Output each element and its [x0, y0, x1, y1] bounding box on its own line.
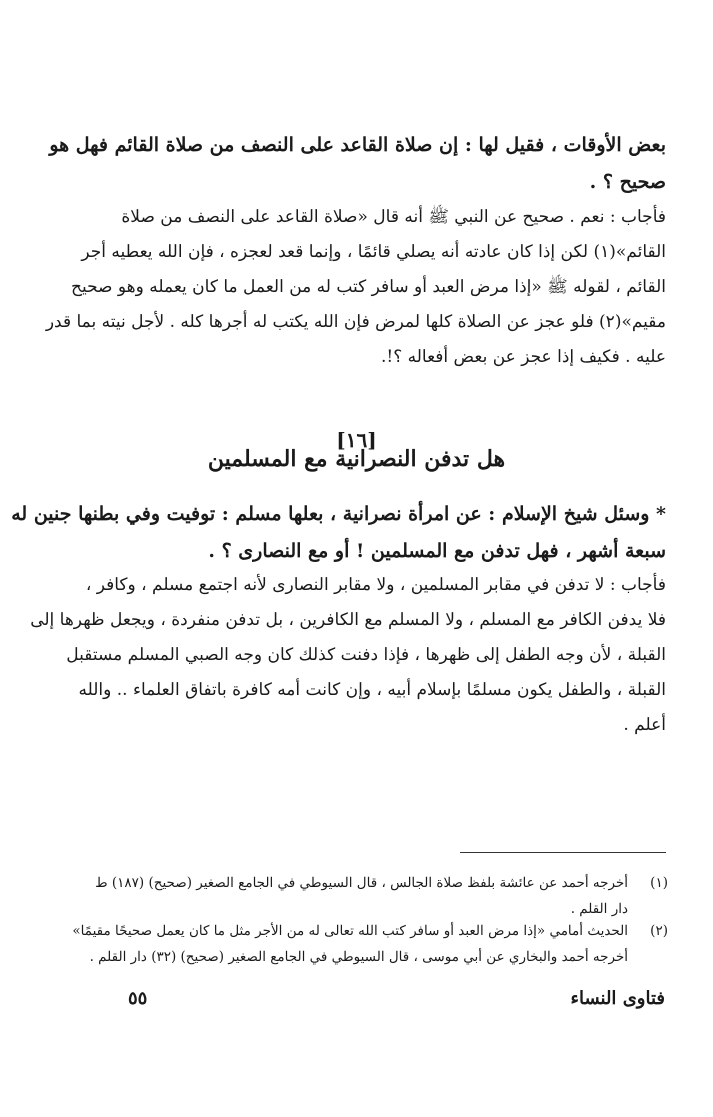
answer-1-line: القائم»(١) لكن إذا كان عادته أنه يصلي قائمًا ، وإنما قعد لعجزه ، فإن الله يعطيه أجر: [81, 242, 666, 262]
answer-1-line: القائم ، لقوله ﷺ «إذا مرض العبد أو سافر كتب له من العمل ما كان يعمله وهو صحيح: [70, 277, 666, 297]
footnote-1-number: (١): [650, 875, 668, 891]
footnote-1: [95, 870, 668, 922]
question-2: [11, 496, 666, 570]
question-2-line: * وسئل شيخ الإسلام : عن امرأة نصرانية ، بعلها مسلم : توفيت وفي بطنها جنين له: [11, 503, 666, 525]
answer-2: [30, 568, 666, 743]
page-number: ٥٥: [128, 988, 148, 1009]
answer-1-line: عليه . فكيف إذا عجز عن بعض أفعاله ؟!.: [380, 347, 666, 367]
footnote-2-line: أخرجه أحمد والبخاري عن أبي موسى ، قال السيوطي في الجامع الصغير (صحيح) (٣٢) دار القلم .: [89, 949, 628, 965]
question-2-line: سبعة أشهر ، فهل تدفن مع المسلمين ! أو مع النصارى ؟ .: [208, 540, 666, 562]
section-title: هل تدفن النصرانية مع المسلمين: [207, 446, 506, 472]
answer-1-line: مقيم»(٢) فلو عجز عن الصلاة كلها لمرض فإن الله يكتب له أجرها كله . لأجل نيته بما قدر: [45, 312, 666, 332]
footnote-1-line: أخرجه أحمد عن عائشة بلفظ صلاة الجالس ، قال السيوطي في الجامع الصغير (صحيح) (١٨٧) ط: [95, 875, 628, 891]
section-number: [١٦]: [336, 428, 377, 452]
footnote-1-line: دار القلم .: [570, 901, 628, 917]
answer-2-line: القبلة ، لأن وجه الطفل إلى ظهرها ، فإذا دفنت كذلك كان وجه الصبي المسلم مستقبل: [66, 645, 666, 665]
answer-1: [45, 200, 666, 375]
answer-2-line: القبلة ، والطفل يكون مسلمًا بإسلام أبيه ، وإن كانت أمه كافرة باتفاق العلماء .. والله: [78, 680, 666, 700]
answer-1-line: فأجاب : نعم . صحيح عن النبي ﷺ أنه قال «صلاة القاعد على النصف من صلاة: [121, 207, 666, 227]
running-title: فتاوى النساء: [570, 988, 665, 1009]
answer-2-line: أعلم .: [623, 715, 666, 735]
footnote-2: [72, 918, 668, 970]
footnote-2-line: الحديث أمامي «إذا مرض العبد أو سافر كتب الله تعالى له من الأجر مثل ما كان يعمل صحيحًا مقيمًا»: [72, 923, 628, 939]
footnote-2-number: (٢): [650, 923, 668, 939]
question-1: [49, 127, 666, 201]
footnote-separator: [460, 852, 666, 853]
question-1-line: بعض الأوقات ، فقيل لها : إن صلاة القاعد على النصف من صلاة القائم فهل هو: [49, 134, 666, 156]
answer-2-line: فلا يدفن الكافر مع المسلم ، ولا المسلم مع الكافرين ، بل تدفن منفردة ، ويجعل ظهرها إلى: [30, 610, 666, 630]
question-1-line: صحيح ؟ .: [589, 171, 666, 193]
answer-2-line: فأجاب : لا تدفن في مقابر المسلمين ، ولا مقابر النصارى لأنه اجتمع مسلم ، وكافر ،: [85, 575, 666, 595]
